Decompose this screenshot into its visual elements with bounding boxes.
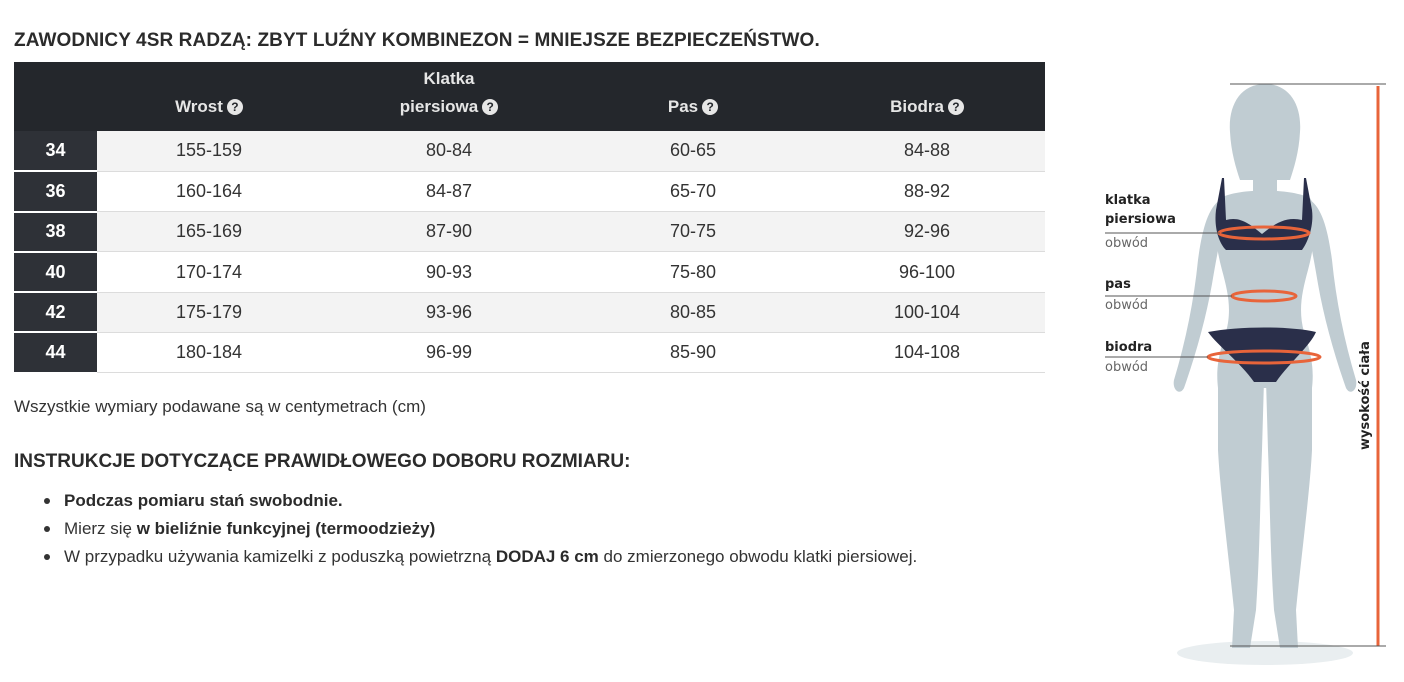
cell-wrost: 175-179 (97, 292, 321, 332)
help-icon[interactable]: ? (702, 99, 718, 115)
list-item (14, 515, 917, 543)
cell-biodra: 104-108 (809, 332, 1045, 372)
size-table-header (14, 62, 1045, 131)
height-label: wysokość ciała (1358, 341, 1373, 450)
size-label: 42 (14, 292, 97, 332)
cell-biodra: 88-92 (809, 171, 1045, 211)
item3-text-end: do zmierzonego obwodu klatki piersiowej. (598, 547, 918, 566)
header-klatka-line1: Klatka (423, 69, 475, 88)
cell-klatka: 87-90 (321, 212, 577, 252)
size-table (14, 62, 1045, 374)
table-row (14, 292, 1045, 332)
list-item (14, 487, 917, 515)
cell-pas: 70-75 (577, 212, 809, 252)
table-row (14, 171, 1045, 211)
table-row (14, 131, 1045, 171)
item3-bold: DODAJ 6 cm (495, 547, 599, 566)
hip-label-sub: obwód (1105, 360, 1149, 375)
list-item (14, 543, 917, 571)
cell-pas: 65-70 (577, 171, 809, 211)
cell-biodra: 100-104 (809, 292, 1045, 332)
item2-bold: w bieliźnie funkcyjnej (termoodzieży) (136, 519, 436, 538)
header-biodra (809, 62, 1045, 131)
cell-pas: 75-80 (577, 252, 809, 292)
size-label: 34 (14, 131, 97, 171)
hip-label: biodra (1105, 340, 1153, 355)
header-biodra-label: Biodra (890, 97, 944, 116)
waist-label-sub: obwód (1105, 298, 1149, 313)
cell-klatka: 93-96 (321, 292, 577, 332)
cell-biodra: 84-88 (809, 131, 1045, 171)
size-label: 36 (14, 171, 97, 211)
units-note: Wszystkie wymiary podawane są w centymetrach (cm) (14, 397, 426, 416)
header-wrost (97, 62, 321, 131)
cell-wrost: 170-174 (97, 252, 321, 292)
item1-bold: Podczas pomiaru stań swobodnie. (64, 491, 343, 510)
size-label: 40 (14, 252, 97, 292)
header-pas (577, 62, 809, 131)
header-pas-label: Pas (667, 97, 699, 116)
cell-klatka: 84-87 (321, 171, 577, 211)
cell-biodra: 96-100 (809, 252, 1045, 292)
help-icon[interactable]: ? (482, 99, 498, 115)
table-row (14, 212, 1045, 252)
body-measurement-figure (1090, 70, 1400, 675)
waist-label: pas (1105, 277, 1131, 292)
cell-wrost: 165-169 (97, 212, 321, 252)
cell-pas: 85-90 (577, 332, 809, 372)
chest-label-sub: obwód (1105, 236, 1149, 251)
help-icon[interactable]: ? (227, 99, 243, 115)
instructions-list (14, 487, 917, 571)
size-label: 44 (14, 332, 97, 372)
chest-label-line2: piersiowa (1105, 212, 1176, 227)
table-row (14, 252, 1045, 292)
help-icon[interactable]: ? (948, 99, 964, 115)
item2-text: Mierz się (64, 519, 137, 538)
item3-text: W przypadku używania kamizelki z poduszką powietrzną (64, 547, 496, 566)
cell-wrost: 160-164 (97, 171, 321, 211)
cell-wrost: 180-184 (97, 332, 321, 372)
cell-klatka: 80-84 (321, 131, 577, 171)
chest-label-line1: klatka (1105, 193, 1151, 208)
cell-wrost: 155-159 (97, 131, 321, 171)
page-title: ZAWODNICY 4SR RADZĄ: ZBYT LUŹNY KOMBINEZON = MNIEJSZE BEZPIECZEŃSTWO. (14, 30, 820, 51)
header-wrost-label: Wrost (175, 97, 223, 116)
cell-pas: 80-85 (577, 292, 809, 332)
cell-biodra: 92-96 (809, 212, 1045, 252)
cell-klatka: 90-93 (321, 252, 577, 292)
floor-shadow (1177, 641, 1353, 665)
cell-klatka: 96-99 (321, 332, 577, 372)
table-row (14, 332, 1045, 372)
header-klatka (321, 62, 577, 131)
size-label: 38 (14, 212, 97, 252)
cell-pas: 60-65 (577, 131, 809, 171)
header-size (14, 62, 97, 131)
instructions-title: INSTRUKCJE DOTYCZĄCE PRAWIDŁOWEGO DOBORU ROZMIARU: (14, 451, 631, 472)
header-klatka-line2: piersiowa (399, 97, 479, 116)
